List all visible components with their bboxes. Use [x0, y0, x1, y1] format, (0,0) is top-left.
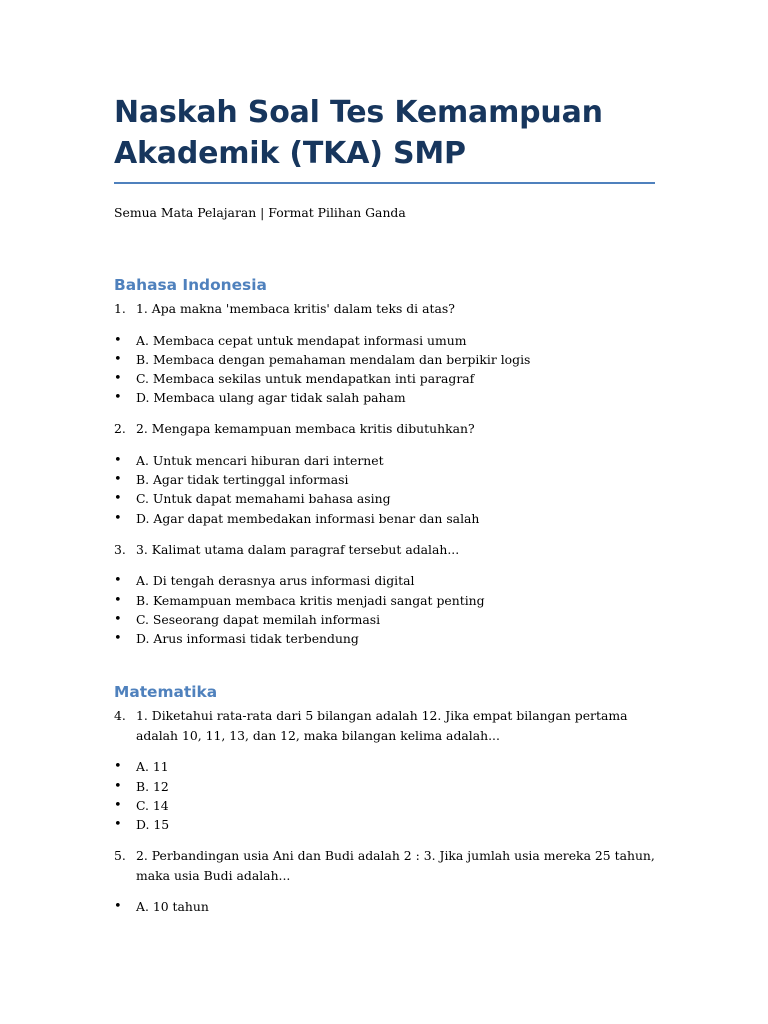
option-text: D. Arus informasi tidak terbendung [136, 631, 359, 647]
option-list [114, 571, 655, 648]
bullet-icon: • [114, 390, 122, 406]
option-list [114, 451, 655, 528]
option-text: D. Agar dapat membedakan informasi benar dan salah [136, 510, 480, 526]
question-text: 1. Apa makna 'membaca kritis' dalam teks di atas? [136, 301, 455, 316]
bullet-icon: • [114, 573, 122, 589]
question-number: 5. [114, 848, 126, 864]
document-subtitle: Semua Mata Pelajaran | Format Pilihan Ganda [114, 205, 406, 220]
option-item [114, 451, 655, 470]
bullet-icon: • [114, 817, 122, 833]
option-list [114, 897, 655, 916]
option-item [114, 897, 655, 916]
option-list [114, 757, 655, 834]
bullet-icon: • [114, 351, 122, 367]
question-number: 2. [114, 421, 126, 437]
bullet-icon: • [114, 759, 122, 775]
option-text: A. 10 tahun [136, 899, 209, 915]
bullet-icon: • [114, 797, 122, 813]
section-heading-bahasa-indonesia: Bahasa Indonesia [114, 276, 267, 294]
option-item [114, 509, 655, 528]
document-title: Naskah Soal Tes Kemampuan Akademik (TKA) SMP [114, 92, 655, 184]
option-text: D. Membaca ulang agar tidak salah paham [136, 390, 406, 406]
option-item [114, 815, 655, 834]
bullet-icon: • [114, 592, 122, 608]
bullet-icon: • [114, 472, 122, 488]
option-text: C. Untuk dapat memahami bahasa asing [136, 491, 391, 507]
option-text: A. Membaca cepat untuk mendapat informasi umum [136, 332, 467, 348]
option-item [114, 571, 655, 590]
question-item [114, 299, 655, 319]
option-text: B. Membaca dengan pemahaman mendalam dan berpikir logis [136, 351, 531, 367]
question-number: 1. [114, 301, 126, 316]
bullet-icon: • [114, 332, 122, 348]
question-text: 2. Perbandingan usia Ani dan Budi adalah 2 : 3. Jika jumlah usia mereka 25 tahun, maka usia Budi adalah... [136, 848, 655, 883]
question-number: 4. [114, 708, 126, 724]
option-item [114, 470, 655, 489]
bullet-icon: • [114, 778, 122, 794]
document-page [114, 92, 655, 917]
option-text: A. Untuk mencari hiburan dari internet [136, 453, 384, 468]
option-item [114, 489, 655, 508]
option-item [114, 629, 655, 648]
section-heading-matematika: Matematika [114, 683, 218, 702]
option-text: C. 14 [136, 797, 169, 813]
option-text: A. Di tengah derasnya arus informasi digital [136, 573, 415, 589]
question-text: 1. Diketahui rata-rata dari 5 bilangan adalah 12. Jika empat bilangan pertama adalah 10, 11, 13, dan 12, maka bilangan kelima adalah... [136, 708, 628, 743]
option-item [114, 591, 655, 610]
bullet-icon: • [114, 453, 122, 468]
option-item [114, 350, 655, 369]
option-item [114, 777, 655, 796]
bullet-icon: • [114, 371, 122, 386]
question-text: 2. Mengapa kemampuan membaca kritis dibutuhkan? [136, 421, 475, 437]
option-item [114, 757, 655, 776]
question-item [114, 706, 655, 745]
bullet-icon: • [114, 491, 122, 507]
option-text: B. 12 [136, 778, 169, 794]
option-item [114, 388, 655, 407]
bullet-icon: • [114, 899, 122, 915]
question-item [114, 419, 655, 439]
option-item [114, 796, 655, 815]
question-text: 3. Kalimat utama dalam paragraf tersebut adalah... [136, 541, 460, 557]
option-text: C. Membaca sekilas untuk mendapatkan inti paragraf [136, 371, 475, 386]
option-text: A. 11 [136, 759, 169, 775]
bullet-icon: • [114, 611, 122, 627]
question-number: 3. [114, 541, 126, 557]
option-text: C. Seseorang dapat memilah informasi [136, 611, 381, 627]
option-text: B. Agar tidak tertinggal informasi [136, 472, 349, 488]
option-text: D. 15 [136, 817, 170, 833]
option-item [114, 331, 655, 350]
question-item [114, 540, 655, 560]
bullet-icon: • [114, 631, 122, 647]
bullet-icon: • [114, 510, 122, 526]
option-list [114, 331, 655, 408]
option-item [114, 610, 655, 629]
option-text: B. Kemampuan membaca kritis menjadi sangat penting [136, 592, 485, 608]
option-item [114, 369, 655, 388]
question-item [114, 846, 655, 885]
